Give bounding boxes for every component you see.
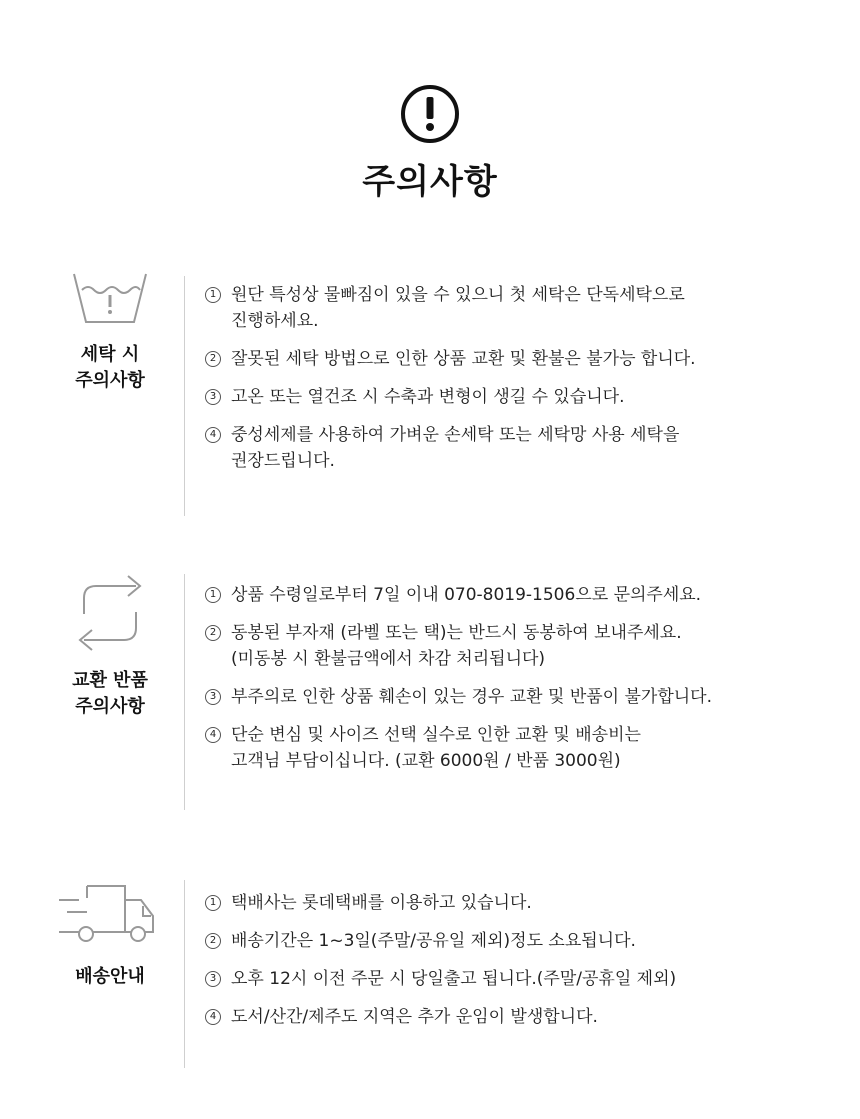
- exchange-arrows-icon: [70, 572, 150, 654]
- item-text: 도서/산간/제주도 지역은 추가 운임이 발생합니다.: [231, 1007, 598, 1027]
- section-heading: [40, 268, 180, 394]
- circled-number: 3: [205, 971, 221, 987]
- divider: [184, 276, 185, 516]
- page-title: 주의사항: [362, 162, 498, 202]
- section-heading: [40, 878, 180, 990]
- section-label: 세탁 시 주의사항: [75, 344, 145, 391]
- list-item: [205, 620, 845, 672]
- section-heading: [40, 572, 180, 720]
- item-text: 고온 또는 열건조 시 수축과 변형이 생길 수 있습니다.: [231, 387, 625, 407]
- circled-number: 4: [205, 1009, 221, 1025]
- wash-basin-icon: [70, 268, 150, 328]
- list-item: [205, 1004, 845, 1030]
- circled-number: 2: [205, 933, 221, 949]
- section-label: 배송안내: [75, 966, 145, 987]
- header: [0, 82, 860, 203]
- list-item: [205, 890, 845, 916]
- list-item: [205, 282, 845, 334]
- item-text: 택배사는 롯데택배를 이용하고 있습니다.: [231, 893, 532, 913]
- circled-number: 4: [205, 727, 221, 743]
- item-text: 원단 특성상 물빠짐이 있을 수 있으니 첫 세탁은 단독세탁으로 진행하세요.: [231, 285, 685, 331]
- exclamation-icon: [398, 82, 462, 146]
- item-text: 부주의로 인한 상품 훼손이 있는 경우 교환 및 반품이 불가합니다.: [231, 687, 713, 707]
- list-item: [205, 346, 845, 372]
- item-text: 배송기간은 1~3일(주말/공유일 제외)정도 소요됩니다.: [231, 931, 636, 951]
- list-item: [205, 582, 845, 608]
- divider: [184, 880, 185, 1068]
- item-text: 중성세제를 사용하여 가벼운 손세탁 또는 세탁망 사용 세탁을 권장드립니다.: [231, 425, 680, 471]
- circled-number: 3: [205, 389, 221, 405]
- list-item: [205, 966, 845, 992]
- list-item: [205, 384, 845, 410]
- item-text: 동봉된 부자재 (라벨 또는 택)는 반드시 동봉하여 보내주세요. (미동봉 시 환불금액에서 차감 처리됩니다): [231, 623, 682, 669]
- notice-list: [205, 890, 845, 1042]
- delivery-truck-icon: [55, 878, 165, 950]
- item-text: 단순 변심 및 사이즈 선택 실수로 인한 교환 및 배송비는 고객님 부담이십니다. (교환 6000원 / 반품 3000원): [231, 725, 641, 771]
- circled-number: 1: [205, 895, 221, 911]
- divider: [184, 574, 185, 810]
- item-text: 상품 수령일로부터 7일 이내 070-8019-1506으로 문의주세요.: [231, 585, 702, 605]
- item-text: 오후 12시 이전 주문 시 당일출고 됩니다.(주말/공휴일 제외): [231, 969, 677, 989]
- circled-number: 2: [205, 351, 221, 367]
- list-item: [205, 928, 845, 954]
- circled-number: 1: [205, 287, 221, 303]
- item-text: 잘못된 세탁 방법으로 인한 상품 교환 및 환불은 불가능 합니다.: [231, 349, 696, 369]
- notice-list: [205, 282, 845, 486]
- list-item: [205, 684, 845, 710]
- circled-number: 3: [205, 689, 221, 705]
- list-item: [205, 722, 845, 774]
- section-label: 교환 반품 주의사항: [72, 670, 148, 717]
- circled-number: 4: [205, 427, 221, 443]
- circled-number: 1: [205, 587, 221, 603]
- circled-number: 2: [205, 625, 221, 641]
- notice-list: [205, 582, 845, 786]
- list-item: [205, 422, 845, 474]
